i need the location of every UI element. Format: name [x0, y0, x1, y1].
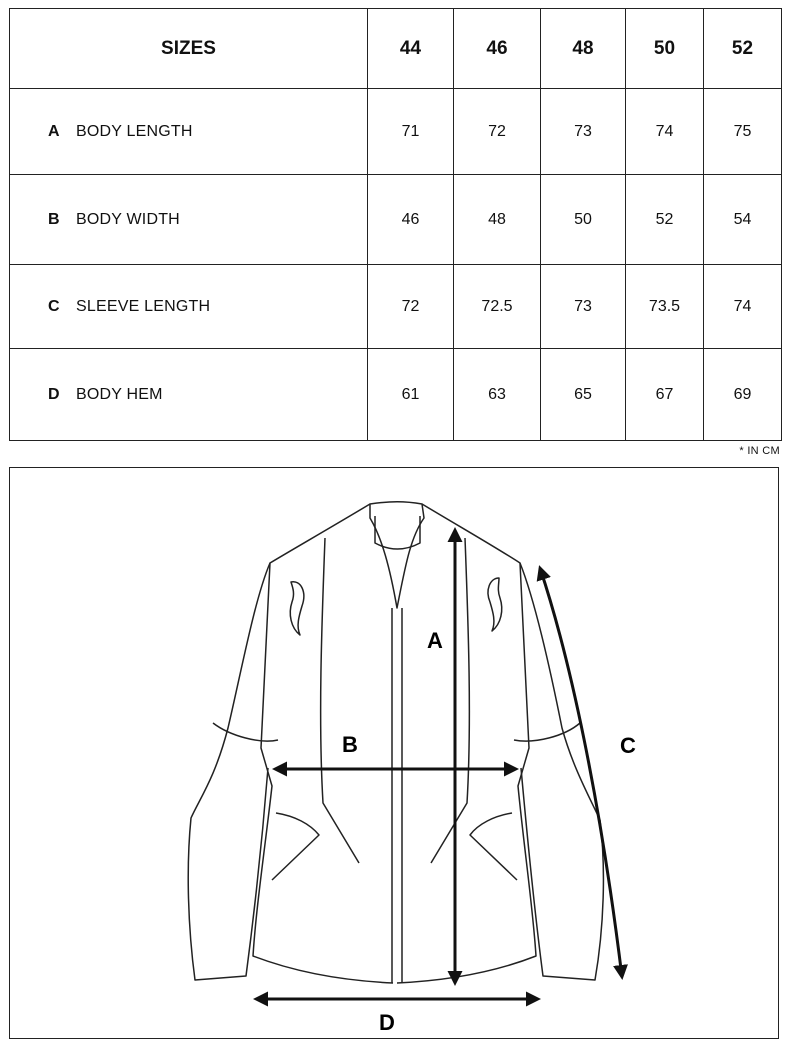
table-cell: 54	[704, 175, 782, 265]
row-name: BODY HEM	[76, 385, 163, 403]
label-a: A	[427, 628, 443, 653]
right-panel-seam	[431, 538, 469, 863]
size-header-52: 52	[704, 9, 782, 89]
size-header-50: 50	[626, 9, 704, 89]
row-name: SLEEVE LENGTH	[76, 297, 211, 315]
right-embroidery-motif	[488, 578, 502, 631]
row-letter: C	[48, 297, 60, 315]
row-label-body-width	[10, 175, 368, 265]
row-letter: D	[48, 385, 60, 403]
size-header-46: 46	[454, 9, 541, 89]
table-cell: 73	[541, 89, 626, 175]
left-sleeve	[188, 563, 270, 980]
label-b: B	[342, 732, 358, 757]
table-cell: 63	[454, 349, 541, 441]
row-label-body-length	[10, 89, 368, 175]
table-cell: 75	[704, 89, 782, 175]
left-panel-seam	[321, 538, 359, 863]
arrow-c-sleeve-length	[540, 568, 622, 977]
table-cell: 72	[454, 89, 541, 175]
zipper	[392, 608, 402, 983]
table-cell: 52	[626, 175, 704, 265]
table-cell: 73.5	[626, 265, 704, 349]
row-letter: B	[48, 210, 60, 228]
table-cell: 46	[368, 175, 454, 265]
table-cell: 72.5	[454, 265, 541, 349]
table-cell: 73	[541, 265, 626, 349]
table-cell: 69	[704, 349, 782, 441]
table-row-body-width	[10, 175, 782, 265]
table-cell: 74	[626, 89, 704, 175]
table-cell: 72	[368, 265, 454, 349]
table-row-body-hem	[10, 349, 782, 441]
right-pocket	[470, 813, 517, 880]
left-embroidery-motif	[290, 582, 304, 635]
measurement-arrows	[256, 530, 622, 999]
table-cell: 50	[541, 175, 626, 265]
label-d: D	[379, 1010, 395, 1035]
size-header-48: 48	[541, 9, 626, 89]
label-c: C	[620, 733, 636, 758]
right-oversleeve-hem	[514, 723, 580, 741]
left-pocket	[272, 813, 319, 880]
garment-diagram-frame	[9, 467, 779, 1039]
size-header-row	[10, 9, 782, 89]
collar	[370, 502, 424, 608]
table-cell: 61	[368, 349, 454, 441]
size-header-44: 44	[368, 9, 454, 89]
table-cell: 74	[704, 265, 782, 349]
table-cell: 67	[626, 349, 704, 441]
sizes-header: SIZES	[10, 9, 368, 89]
row-label-body-hem	[10, 349, 368, 441]
table-row-sleeve-length	[10, 265, 782, 349]
units-note: * IN CM	[739, 445, 780, 457]
row-letter: A	[48, 122, 60, 140]
table-row-body-length	[10, 89, 782, 175]
table-cell: 71	[368, 89, 454, 175]
table-cell: 65	[541, 349, 626, 441]
table-cell: 48	[454, 175, 541, 265]
left-oversleeve-hem	[213, 723, 278, 741]
jacket-technical-drawing	[10, 468, 780, 1040]
row-name: BODY LENGTH	[76, 122, 193, 140]
size-chart-table	[9, 8, 782, 441]
row-name: BODY WIDTH	[76, 210, 180, 228]
row-label-sleeve-length	[10, 265, 368, 349]
